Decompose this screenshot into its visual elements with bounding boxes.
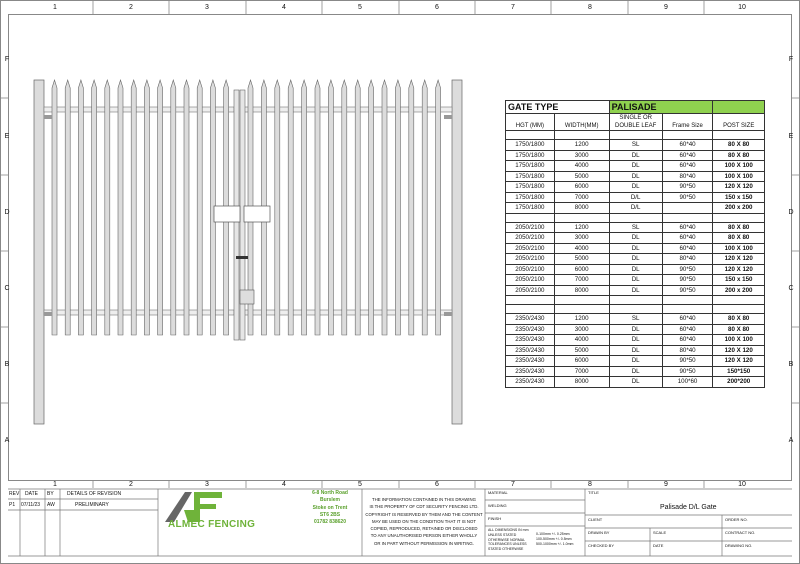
table-cell: DL [609,182,662,193]
col-header-height: HGT (MM) [506,114,555,131]
table-cell: 60*40 [662,243,713,254]
grid-row-label: B [4,361,10,368]
grid-row-label: E [4,133,10,140]
table-cell: 7000 [554,275,609,286]
notice-line: COPIED, REPRODUCED, RETAINED OR DISCLOSED [370,526,478,532]
table-cell: DL [609,335,662,346]
table-cell: 200 x 200 [713,285,765,296]
table-cell: 2050/2100 [506,222,555,233]
date-label: DATE [653,543,664,548]
col-header-frame: Frame Size [662,114,713,131]
notice-line: THE INFORMATION CONTAINED IN THIS DRAWING [372,497,476,502]
table-cell: 3000 [554,324,609,335]
grid-column-label: 5 [358,4,362,11]
table-cell: D/L [609,192,662,203]
table-cell: 2350/2430 [506,345,555,356]
finish-label: FINISH [488,516,502,521]
table-cell: 6000 [554,182,609,193]
grid-column-label: 6 [435,4,439,11]
grid-column-label: 7 [511,481,515,488]
material-label: MATERIAL [488,490,508,495]
table-cell: DL [609,161,662,172]
order-no-label: ORDER NO. [725,517,748,522]
table-cell: 1750/1800 [506,150,555,161]
table-cell: 150*150 [713,366,765,377]
rev-header: REV [9,491,20,497]
tolerance-value: 0-100mm +/- 0.25mm [536,532,570,536]
tolerance-value: 500-1000mm +/- 1.0mm [536,541,574,546]
table-cell: 4000 [554,161,609,172]
drawn-by-label: DRAWN BY [588,530,610,535]
table-cell: 120 X 120 [713,182,765,193]
tolerance-value: 100-500mm +/- 0.5mm [536,536,572,541]
table-cell: 1750/1800 [506,161,555,172]
table-cell: 100 X 100 [713,171,765,182]
table-cell: 120 X 120 [713,345,765,356]
gate-type-value: PALISADE [609,101,713,114]
grid-row-label: D [788,209,794,216]
table-cell: DL [609,233,662,244]
col-header-post: POST SIZE [713,114,765,131]
address-line: 01782 838620 [314,519,346,526]
table-cell: 2050/2100 [506,254,555,265]
table-cell: 8000 [554,203,609,214]
table-cell: 5000 [554,171,609,182]
table-cell: 2350/2430 [506,314,555,325]
table-cell: 90*50 [662,366,713,377]
table-cell: 100 X 100 [713,161,765,172]
grid-column-label: 10 [738,4,746,11]
table-cell: 7000 [554,192,609,203]
grid-column-label: 1 [53,4,57,11]
date-value: 07/11/23 [21,502,41,508]
grid-column-label: 4 [282,481,286,488]
drawing-no-label: DRAWING NO. [725,543,753,548]
gate-type-label: GATE TYPE [506,101,610,114]
table-cell: 200 x 200 [713,203,765,214]
table-cell: 2050/2100 [506,243,555,254]
grid-column-label: 4 [282,4,286,11]
table-cell: 1750/1800 [506,192,555,203]
col-header-width: WIDTH(MM) [554,114,609,131]
address-line: Burslem [319,497,340,504]
table-cell: 80 X 80 [713,150,765,161]
table-cell: 80 X 80 [713,324,765,335]
table-cell: 90*50 [662,285,713,296]
table-cell: DL [609,366,662,377]
table-cell: D/L [609,203,662,214]
table-cell: 120 X 120 [713,254,765,265]
table-cell: 80*40 [662,254,713,265]
drawing-title: Palisade D/L Gate [660,504,717,511]
table-cell: 60*40 [662,335,713,346]
table-cell: 200*200 [713,377,765,388]
grid-row-label: F [4,56,10,63]
grid-column-label: 9 [664,4,668,11]
table-cell: 80 X 80 [713,233,765,244]
table-cell: 2050/2100 [506,233,555,244]
table-cell: 80 X 80 [713,314,765,325]
grid-column-label: 8 [588,4,592,11]
table-cell: DL [609,275,662,286]
table-cell: 1200 [554,140,609,151]
table-cell: 3000 [554,150,609,161]
table-cell: 100*60 [662,377,713,388]
table-cell: 2050/2100 [506,275,555,286]
notice-line: OR IN PART WITHOUT PERMISSION IN WRITING. [374,540,474,546]
title-label: TITLE [588,490,599,495]
table-cell: 90*50 [662,182,713,193]
table-cell: 6000 [554,356,609,367]
table-cell: 2050/2100 [506,285,555,296]
date-header: DATE [25,491,38,497]
table-cell: 3000 [554,233,609,244]
grid-row-label: B [788,361,794,368]
copyright-notice [363,496,485,547]
table-cell: 1750/1800 [506,171,555,182]
table-cell: SL [609,140,662,151]
table-cell: 2350/2430 [506,356,555,367]
table-cell: DL [609,171,662,182]
tolerance-notes [488,528,529,552]
table-cell: 100 X 100 [713,243,765,254]
grid-row-label: F [788,56,794,63]
details-header: DETAILS OF REVISION [67,491,122,497]
table-cell: 1750/1800 [506,140,555,151]
table-cell: 2050/2100 [506,264,555,275]
tolerance-line: OTHERWISE NORMAL [488,537,526,542]
company-address [300,490,360,526]
notice-line: COPYRIGHT IS RESERVED BY THEM AND THE CONTENT [365,511,483,517]
table-cell: 90*50 [662,275,713,286]
welding-label: WELDING [488,503,507,508]
table-cell: 60*40 [662,161,713,172]
by-value: AW [47,502,55,508]
table-cell: SL [609,314,662,325]
table-cell: 1200 [554,222,609,233]
table-cell: 120 X 120 [713,264,765,275]
table-cell: 2350/2430 [506,324,555,335]
grid-row-label: A [788,437,794,444]
company-logo-text: ALMEC FENCING [168,519,256,530]
table-cell: 60*40 [662,150,713,161]
table-cell: 1750/1800 [506,182,555,193]
table-cell: 120 X 120 [713,356,765,367]
client-label: CLIENT [588,517,603,522]
table-cell: DL [609,264,662,275]
table-cell: DL [609,254,662,265]
grid-column-label: 10 [738,481,746,488]
grid-column-label: 1 [53,481,57,488]
table-cell: 2350/2430 [506,377,555,388]
table-cell: 60*40 [662,222,713,233]
table-cell: 80*40 [662,171,713,182]
table-cell: DL [609,243,662,254]
tolerance-line: TOLERANCES UNLESS [488,542,527,547]
table-cell: 90*50 [662,264,713,275]
table-cell: 4000 [554,335,609,346]
table-cell: 6000 [554,264,609,275]
checked-by-label: CHECKED BY [588,543,615,548]
table-cell: 80 X 80 [713,222,765,233]
table-cell: 4000 [554,243,609,254]
table-cell: 7000 [554,366,609,377]
table-cell: 60*40 [662,233,713,244]
table-cell: 5000 [554,254,609,265]
notice-line: TO ANY UNAUTHORISED PERSON EITHER WHOLLY [370,533,478,539]
table-cell: DL [609,356,662,367]
table-cell: 80 X 80 [713,140,765,151]
grid-column-label: 6 [435,481,439,488]
grid-column-label: 3 [205,481,209,488]
grid-column-label: 2 [129,4,133,11]
table-cell: 100 X 100 [713,335,765,346]
grid-row-label: D [4,209,10,216]
table-cell: 90*50 [662,356,713,367]
grid-column-label: 7 [511,4,515,11]
table-cell: 90*50 [662,192,713,203]
address-line: 6-8 North Road [312,490,348,496]
table-cell: 60*40 [662,314,713,325]
table-cell: 8000 [554,285,609,296]
table-cell: 150 x 150 [713,192,765,203]
grid-row-label: C [4,285,10,292]
grid-column-label: 3 [205,4,209,11]
notice-line: MAY BE USED ON THE CONDITION THAT IT IS NOT [371,518,476,524]
table-cell: DL [609,285,662,296]
tolerance-line: UNLESS STATED [488,532,517,537]
table-cell: 1200 [554,314,609,325]
table-cell: 1750/1800 [506,203,555,214]
table-cell: 60*40 [662,140,713,151]
table-cell: DL [609,324,662,335]
tolerance-line: STATED OTHERWISE [488,547,524,552]
details-value: PRELIMINARY [75,502,109,508]
table-cell: 8000 [554,377,609,388]
grid-row-label: C [788,285,794,292]
address-line: ST6 2BS [319,511,341,518]
scale-label: SCALE [653,530,667,535]
table-cell: DL [609,150,662,161]
grid-column-label: 8 [588,481,592,488]
grid-row-label: A [4,437,10,444]
notice-line: IS THE PROPERTY OF CDT SECURITY FENCING LTD. [369,504,479,510]
grid-row-label: E [788,133,794,140]
address-line: Stoke on Trent [312,504,348,511]
contract-no-label: CONTRACT NO. [725,530,756,535]
table-cell: 80*40 [662,345,713,356]
table-cell: 60*40 [662,324,713,335]
table-cell: 2350/2430 [506,335,555,346]
grid-column-label: 5 [358,481,362,488]
grid-column-label: 2 [129,481,133,488]
by-header: BY [47,491,54,497]
table-cell: DL [609,377,662,388]
table-cell: 2350/2430 [506,366,555,377]
col-header-leaf: SINGLE OR DOUBLE LEAF [609,114,662,131]
tolerance-values [536,532,573,546]
tolerance-line: ALL DIMENSIONS IN mm [488,528,529,532]
table-cell: DL [609,345,662,356]
table-cell: 5000 [554,345,609,356]
table-cell: SL [609,222,662,233]
rev-value: P1 [9,502,16,508]
table-cell: 150 x 150 [713,275,765,286]
grid-column-label: 9 [664,481,668,488]
